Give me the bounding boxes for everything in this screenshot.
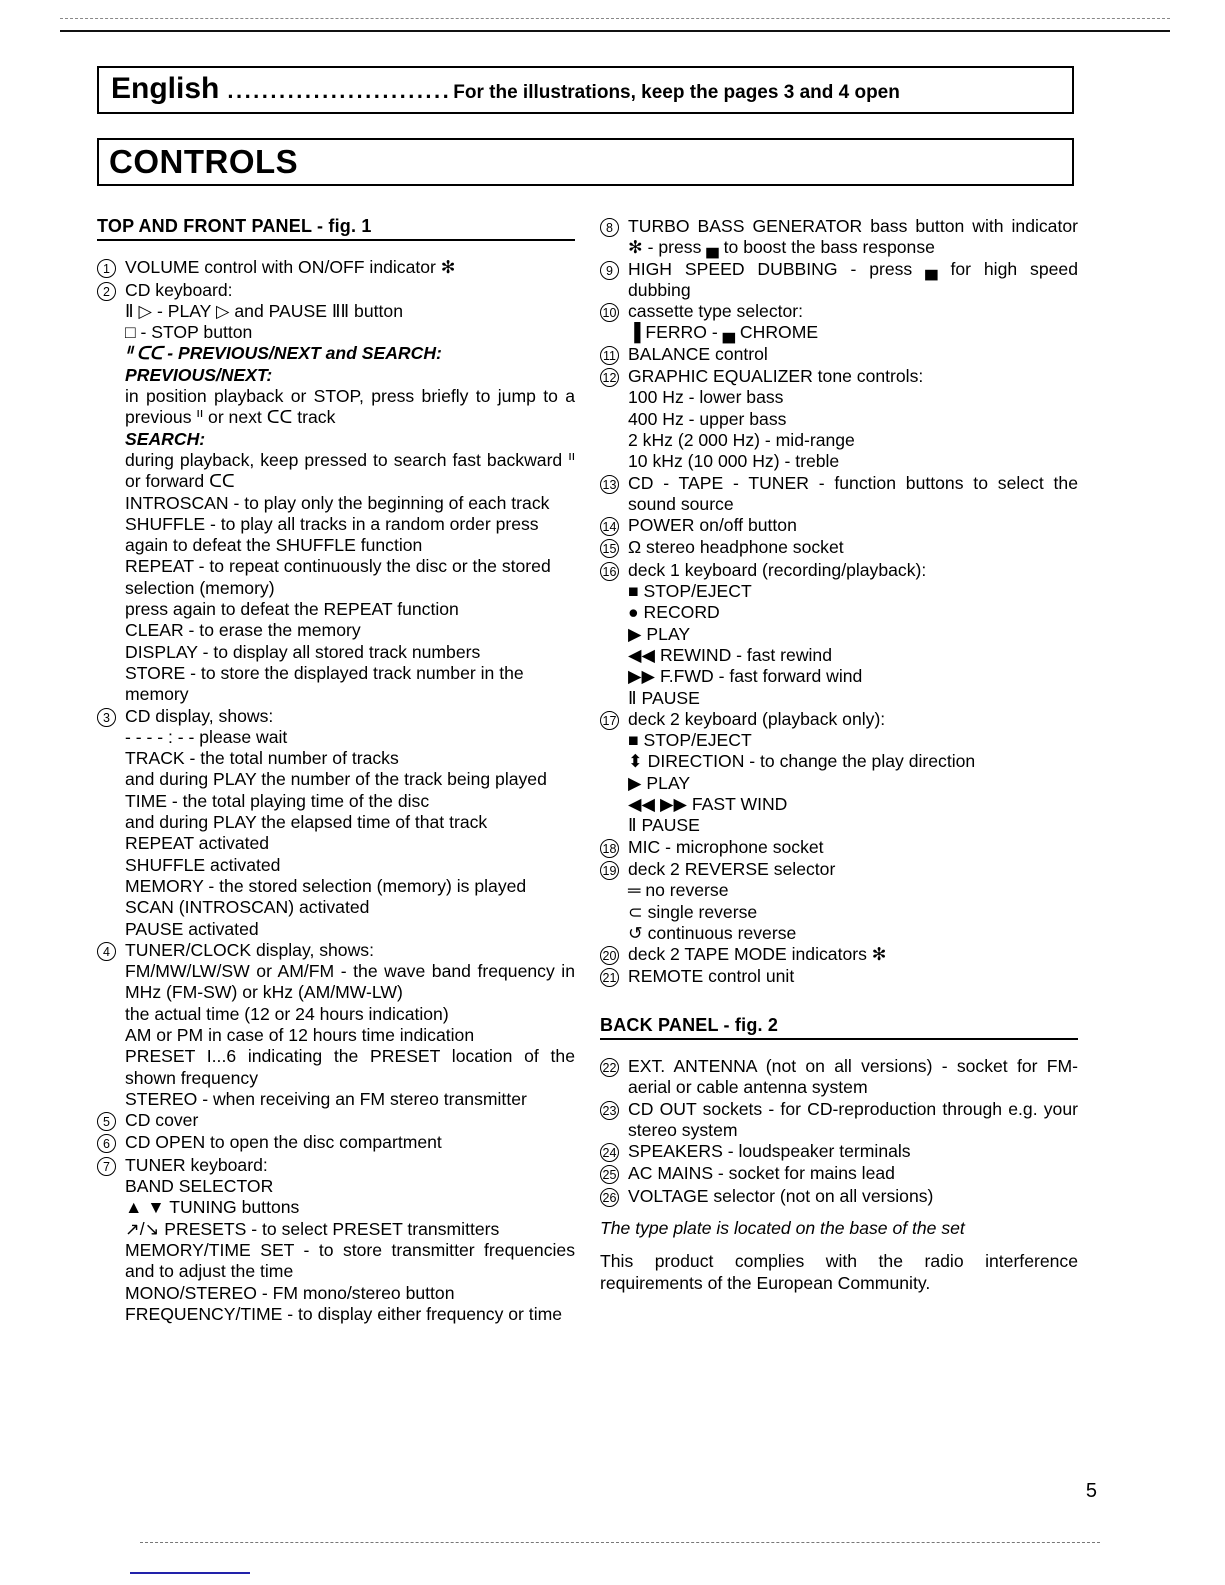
page-title: CONTROLS xyxy=(109,143,299,180)
language-label: English xyxy=(111,72,220,105)
item-body: GRAPHIC EQUALIZER tone controls: 100 Hz - lower bass 400 Hz - upper bass 2 kHz (2 000 Hz) - mid-range 10 kHz (10 000 Hz) - treble xyxy=(628,366,924,472)
list-item xyxy=(600,301,1078,344)
list-item xyxy=(600,344,1078,366)
list-item xyxy=(600,1186,1078,1208)
list-item xyxy=(600,837,1078,859)
rule-top xyxy=(60,30,1170,32)
item-body: CD OPEN to open the disc compartment xyxy=(125,1132,442,1153)
item-body: deck 1 keyboard (recording/playback): ■ STOP/EJECT ● RECORD ▶ PLAY ◀◀ REWIND - fast rewind ▶▶ F.FWD - fast forward wind Ⅱ PAUSE xyxy=(628,559,927,708)
item-number: 23 xyxy=(600,1099,628,1121)
header-illustration-note: For the illustrations, keep the pages 3 and 4 open xyxy=(453,82,900,103)
item-body: MIC - microphone socket xyxy=(628,836,824,857)
type-plate-note: The type plate is located on the base of the set xyxy=(600,1218,965,1239)
item-number: 13 xyxy=(600,473,628,495)
item-body: CD - TAPE - TUNER - function buttons to select the sound source xyxy=(628,472,1078,514)
item-number: 20 xyxy=(600,944,628,966)
item-number: 18 xyxy=(600,837,628,859)
item-number: 11 xyxy=(600,344,628,366)
item-body: BALANCE control xyxy=(628,343,768,364)
item-body xyxy=(628,537,1078,558)
item-body: REMOTE control unit xyxy=(628,966,795,987)
item-number: 12 xyxy=(600,366,628,388)
list-item xyxy=(600,216,1078,259)
list-item xyxy=(600,1056,1078,1099)
item-body: SPEAKERS - loudspeaker terminals xyxy=(628,1141,911,1162)
section-title-box xyxy=(97,138,1074,186)
list-item xyxy=(600,473,1078,516)
item-number: 14 xyxy=(600,515,628,537)
item-number: 25 xyxy=(600,1163,628,1185)
list-item xyxy=(600,944,1078,966)
list-item xyxy=(600,366,1078,472)
item-number: 5 xyxy=(97,1110,125,1132)
crop-mark-bottom-blue xyxy=(130,1572,250,1574)
item-number: 7 xyxy=(97,1155,125,1177)
list-item xyxy=(600,259,1078,302)
item-body: HIGH SPEED DUBBING - press ▄ for high speed dubbing xyxy=(628,258,1078,300)
compliance-note: This product complies with the radio interference requirements of the European Community. xyxy=(600,1251,1078,1293)
list-item xyxy=(600,515,1078,537)
list-item xyxy=(600,859,1078,944)
list-item xyxy=(600,1099,1078,1142)
headphone-socket-label: Ω stereo headphone socket xyxy=(628,537,844,558)
item-number: 17 xyxy=(600,709,628,731)
header-dot-leader: .......................... xyxy=(227,78,452,103)
item-number: 26 xyxy=(600,1186,628,1208)
item-number: 6 xyxy=(97,1132,125,1154)
item-body: EXT. ANTENNA (not on all versions) - socket for FM-aerial or cable antenna system xyxy=(628,1055,1078,1098)
list-item xyxy=(600,966,1078,988)
language-header-box xyxy=(97,66,1074,114)
item-body: deck 2 keyboard (playback only): ■ STOP/EJECT ⬍ DIRECTION - to change the play direction ▶ PLAY ◀◀ ▶▶ FAST WIND Ⅱ PAUSE xyxy=(628,708,976,836)
item-number: 1 xyxy=(97,257,125,279)
list-item xyxy=(600,560,1078,709)
item-body: CD display, shows: - - - - : - - please wait TRACK - the total number of tracks and during PLAY the number of the track being played TIME - the total playing time of the disc and during PLAY the elapsed time of that track REPEAT activated SHUFFLE activated MEMORY - the stored selection (memory) is played SCAN (INTROSCAN) activated PAUSE activated xyxy=(125,705,547,939)
item-body: AC MAINS - socket for mains lead xyxy=(628,1163,895,1184)
item-number: 10 xyxy=(600,301,628,323)
item-body: POWER on/off button xyxy=(628,515,797,536)
item-number: 21 xyxy=(600,966,628,988)
item-body: TUNER keyboard: BAND SELECTOR ▲ ▼ TUNING buttons ↗/↘ PRESETS - to select PRESET transmitters MEMORY/TIME SET - to store transmitter frequencies and to adjust the time MONO/STEREO - FM mono/stereo button FREQUENCY/TIME - to display either frequency or time xyxy=(125,1154,575,1324)
item-body: VOLUME control with ON/OFF indicator ✻ xyxy=(125,257,456,278)
item-number: 24 xyxy=(600,1141,628,1163)
list-item xyxy=(600,709,1078,837)
back-panel-heading: BACK PANEL - fig. 2 xyxy=(600,1015,1078,1040)
item-body: CD keyboard: Ⅱ ▷ - PLAY ▷ and PAUSE ⅡⅡ button □ - STOP button ᑊᑊ ᑕᑕ - PREVIOUS/NEXT and SEARCH: PREVIOUS/NEXT: in position playback or STOP, press briefly to jump to a previous ᑊᑊ or next ᑕᑕ track SEARCH: during playback, keep pressed to search fast backward ᑊᑊ or forward ᑕᑕ INTROSCAN - to play only the beginning of each track SHUFFLE - to play all tracks in a random order press again to defeat the SHUFFLE function REPEAT - to repeat continuously the disc or the stored selection (memory) press again to defeat the REPEAT function CLEAR - to erase the memory DISPLAY - to display all stored track numbers STORE - to store the displayed track number in the memory xyxy=(125,279,575,705)
list-item xyxy=(97,1155,575,1325)
item-number: 2 xyxy=(97,280,125,302)
crop-mark-bottom xyxy=(140,1542,1100,1543)
list-item xyxy=(600,537,1078,559)
list-item xyxy=(97,940,575,1110)
item-body: TURBO BASS GENERATOR bass button with indicator ✻ - press ▄ to boost the bass response xyxy=(628,216,1078,258)
item-body: TUNER/CLOCK display, shows: FM/MW/LW/SW or AM/FM - the wave band frequency in MHz (FM-SW) or kHz (AM/MW-LW) the actual time (12 or 24 hours indication) AM or PM in case of 12 hours time indication PRESET I...6 indicating the PRESET location of the shown frequency STEREO - when receiving an FM stereo transmitter xyxy=(125,939,575,1109)
right-column xyxy=(600,216,1078,1294)
list-item xyxy=(97,706,575,940)
language-header-line xyxy=(111,72,1063,106)
top-front-panel-heading: TOP AND FRONT PANEL - fig. 1 xyxy=(97,216,575,241)
item-number: 9 xyxy=(600,259,628,281)
item-number: 22 xyxy=(600,1056,628,1078)
item-body: CD OUT sockets - for CD-reproduction through e.g. your stereo system xyxy=(628,1098,1078,1140)
list-item xyxy=(600,1141,1078,1163)
page-number: 5 xyxy=(1085,1480,1097,1502)
list-item xyxy=(97,1110,575,1132)
item-body: VOLTAGE selector (not on all versions) xyxy=(628,1185,934,1206)
item-number: 16 xyxy=(600,560,628,582)
item-number: 8 xyxy=(600,216,628,238)
list-item xyxy=(600,1163,1078,1185)
crop-mark-top xyxy=(60,18,1170,19)
item-number: 15 xyxy=(600,537,628,559)
item-body: CD cover xyxy=(125,1110,199,1131)
item-number: 19 xyxy=(600,859,628,881)
item-number: 4 xyxy=(97,940,125,962)
list-item xyxy=(97,280,575,706)
item-body: cassette type selector: ▐ FERRO - ▄ CHROME xyxy=(628,301,819,343)
list-item xyxy=(97,1132,575,1154)
item-body: deck 2 REVERSE selector ═ no reverse ⊂ single reverse ↺ continuous reverse xyxy=(628,858,836,943)
left-column xyxy=(97,216,575,1325)
list-item xyxy=(97,257,575,279)
item-number: 3 xyxy=(97,706,125,728)
item-body: deck 2 TAPE MODE indicators ✻ xyxy=(628,944,887,965)
